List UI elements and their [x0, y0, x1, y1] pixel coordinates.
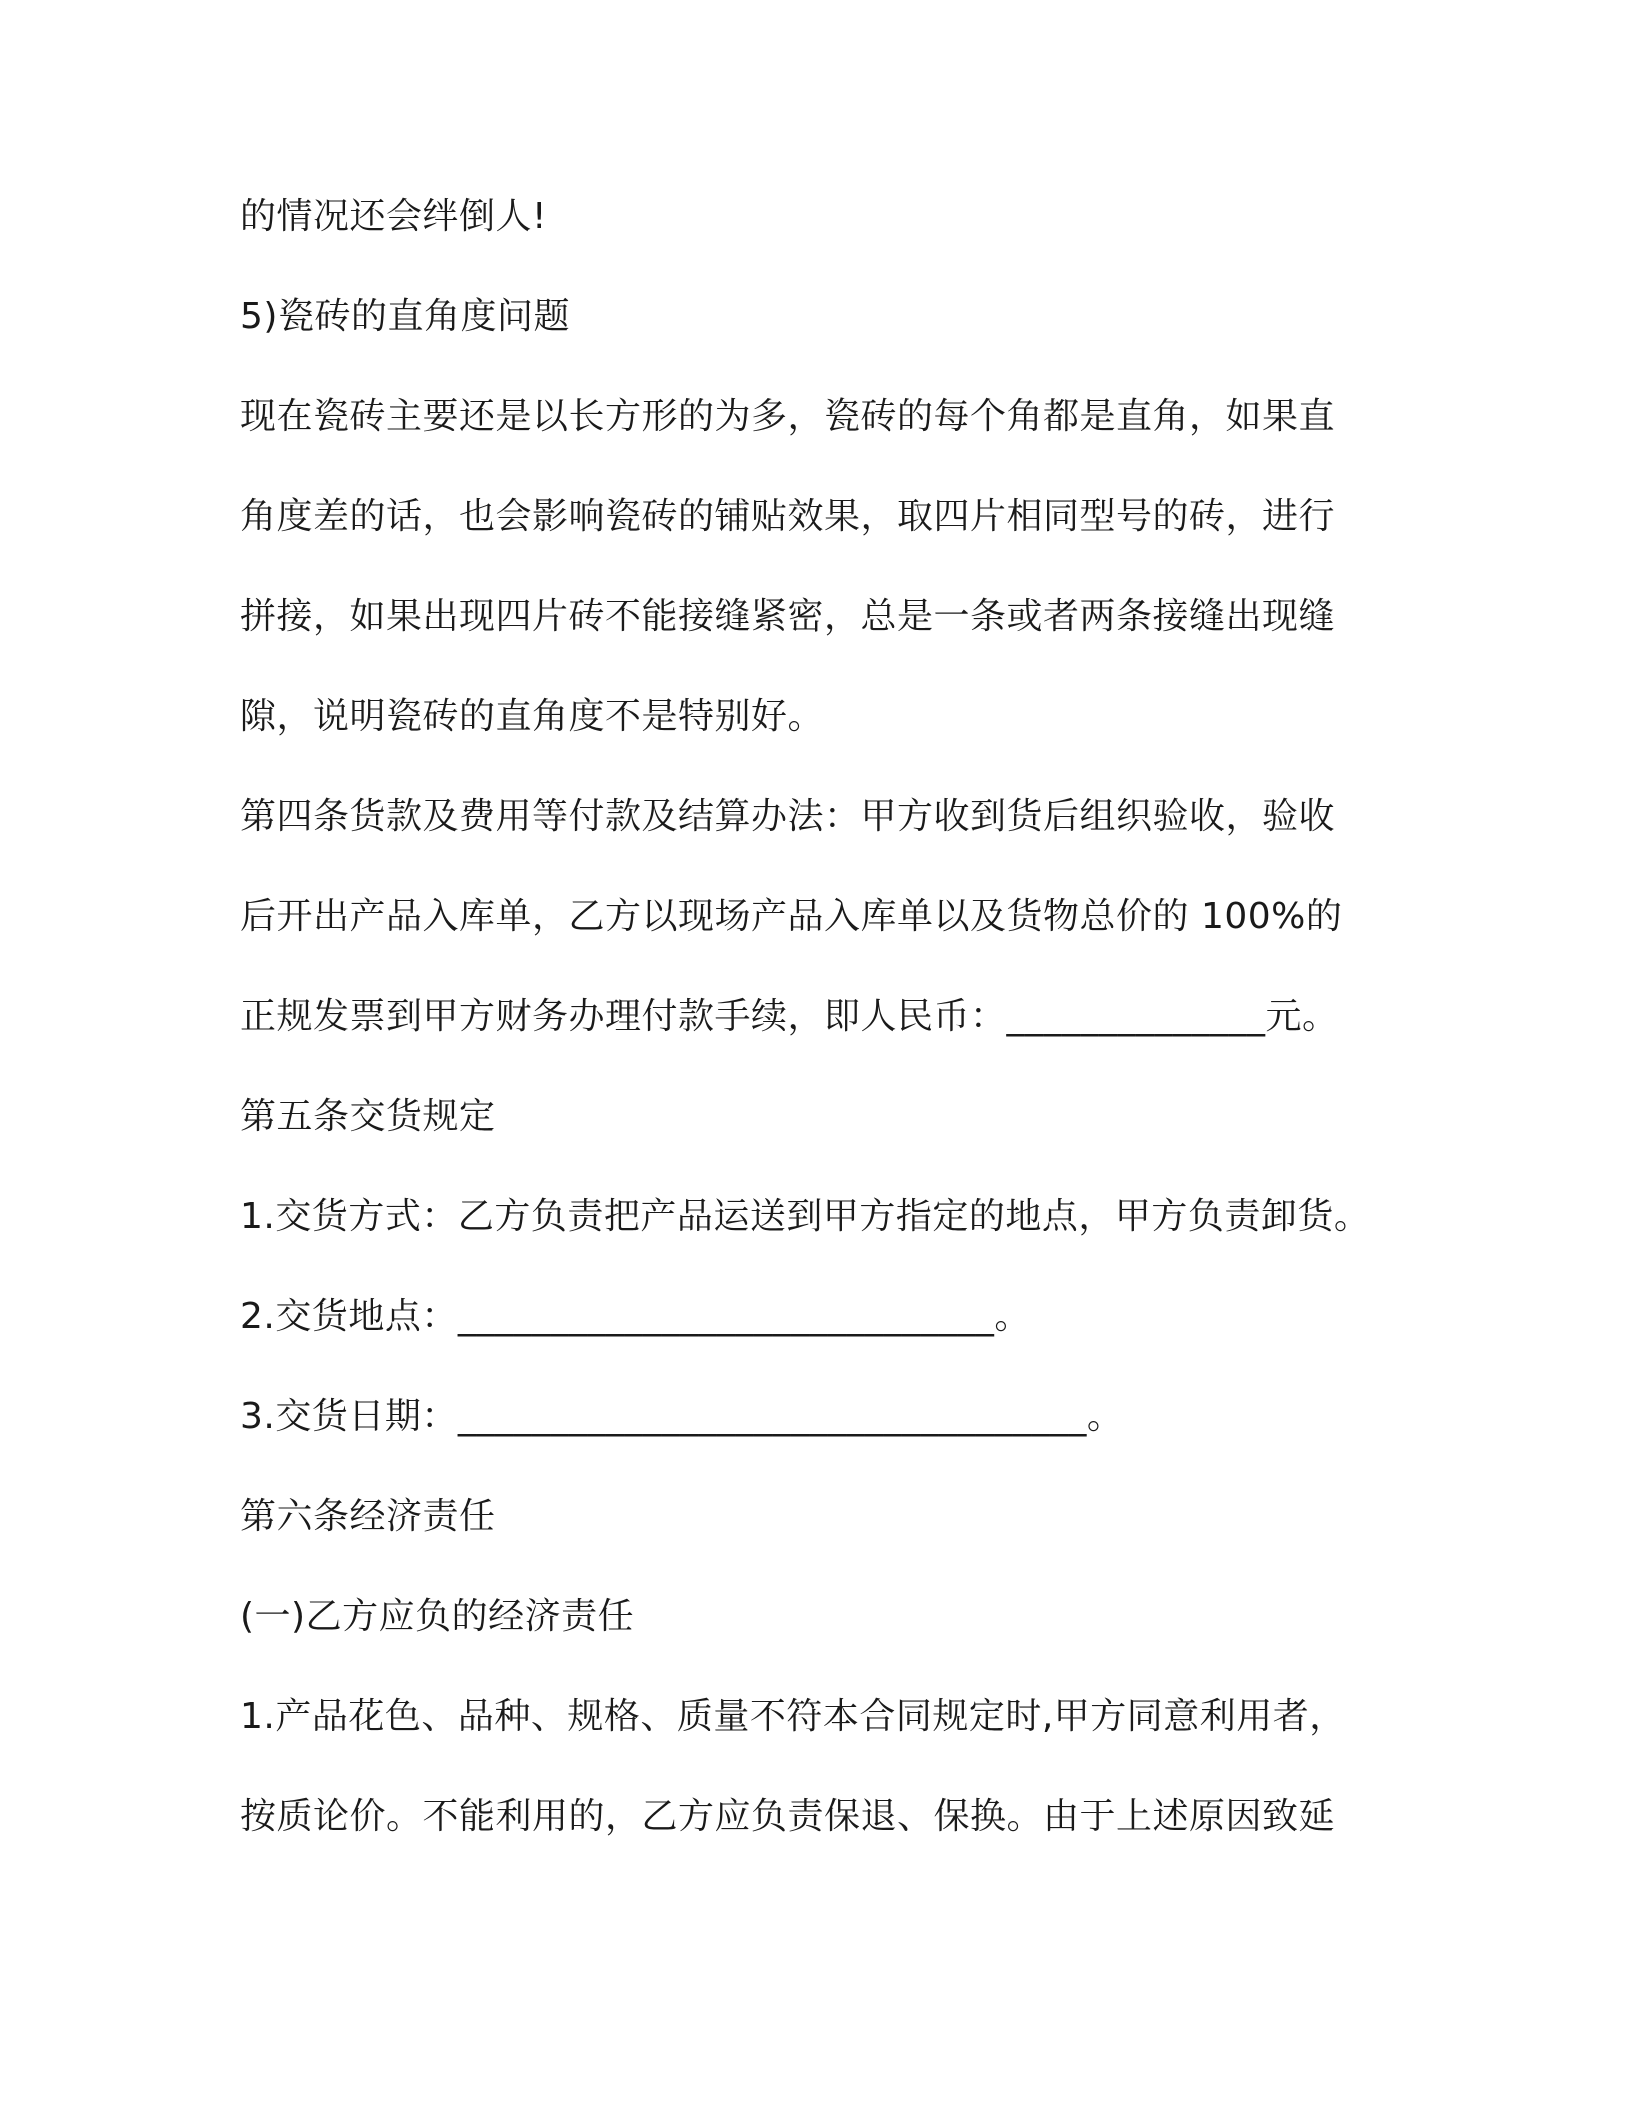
text-line: 1.产品花色、品种、规格、质量不符本合同规定时,甲方同意利用者， [240, 1696, 1346, 1737]
section-heading: 第六条经济责任 [240, 1496, 496, 1537]
section-heading: 5)瓷砖的直角度问题 [240, 296, 570, 337]
text-line: 角度差的话，也会影响瓷砖的铺贴效果，取四片相同型号的砖，进行 [240, 496, 1336, 537]
text-line: 1.交货方式：乙方负责把产品运送到甲方指定的地点，甲方负责卸货。 [240, 1196, 1371, 1237]
text-line: 后开出产品入库单，乙方以现场产品入库单以及货物总价的 100%的 [240, 896, 1343, 937]
text-line: 按质论价。不能利用的，乙方应负责保退、保换。由于上述原因致延 [240, 1796, 1336, 1837]
text-line: 第四条货款及费用等付款及结算办法：甲方收到货后组织验收，验收 [240, 796, 1336, 837]
section-heading: 第五条交货规定 [240, 1096, 496, 1137]
text-line: 现在瓷砖主要还是以长方形的为多，瓷砖的每个角都是直角，如果直 [240, 396, 1336, 437]
text-line: 3.交货日期：__________________________________。 [240, 1396, 1124, 1437]
text-line: 的情况还会绊倒人! [240, 196, 547, 237]
text-line: 隙，说明瓷砖的直角度不是特别好。 [240, 696, 825, 737]
text-line: 拼接，如果出现四片砖不能接缝紧密，总是一条或者两条接缝出现缝 [240, 596, 1336, 637]
text-line: 2.交货地点：_____________________________。 [240, 1296, 1031, 1337]
section-heading: (一)乙方应负的经济责任 [240, 1596, 635, 1637]
text-line: 正规发票到甲方财务办理付款手续，即人民币：______________元。 [240, 996, 1339, 1037]
